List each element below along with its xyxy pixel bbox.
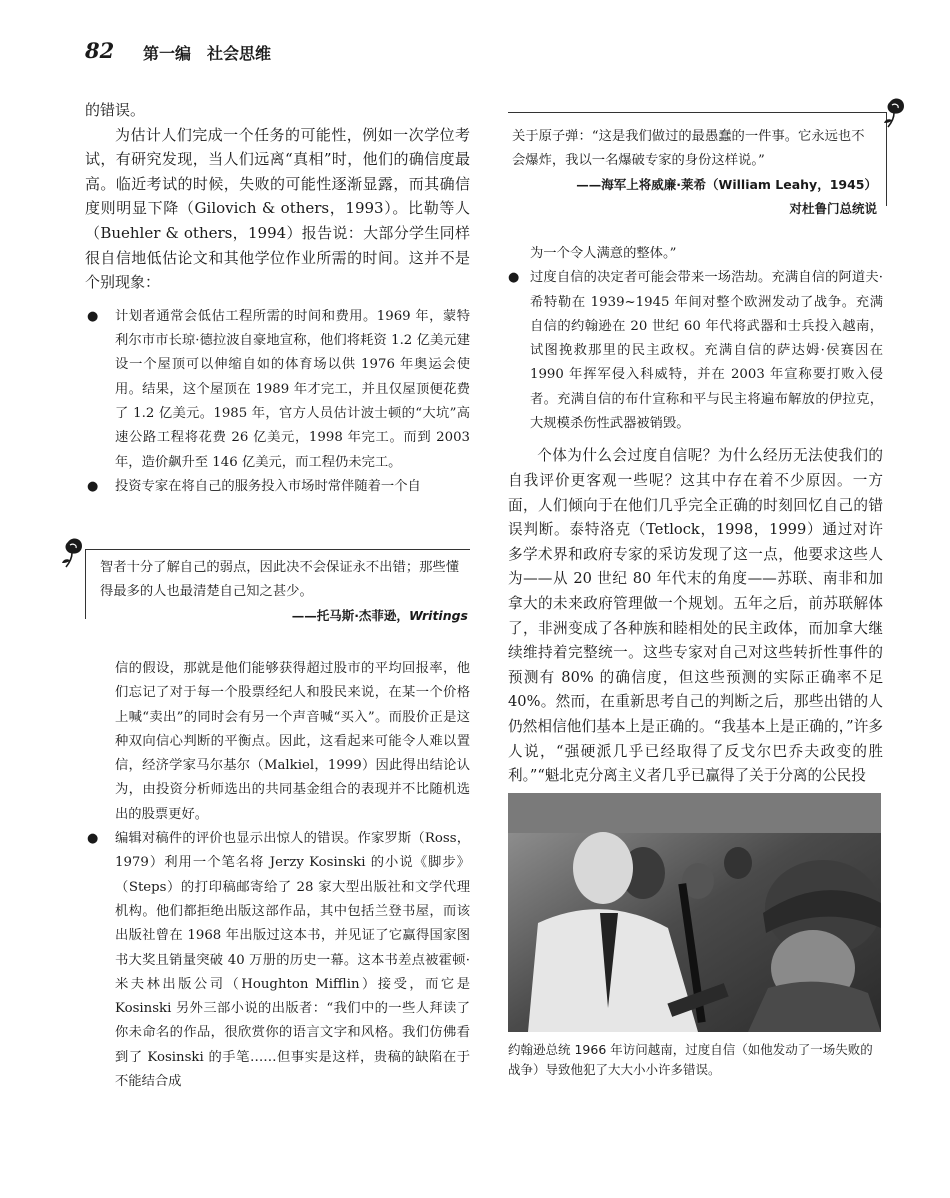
quote-attribution-work: Writings xyxy=(408,608,468,623)
list-item xyxy=(85,475,470,499)
photo-johnson-vietnam xyxy=(508,793,881,1032)
bullet-icon: ● xyxy=(87,831,99,847)
quote-rule-left xyxy=(85,549,470,550)
margin-quote-right xyxy=(512,125,877,221)
quote-rule-right xyxy=(508,112,886,113)
bullet-text-investors-cont: 信的假设，那就是他们能够获得超过股市的平均回报率，他们忘记了对于每一个股票经纪人和股民来说，在某一个价格上喊“卖出”的同时会有另一个声音喊“买入”。而股价正是这种双向信心判断的平衡点。因此，这看起来可能令人难以置信，经济学家马尔基尔（Malkiel，1999）因此得出结论认为，由投资分析师选出的共同基金组合的表现并不比随机选出的股票更好。 xyxy=(115,661,470,822)
rose-icon xyxy=(58,536,92,570)
right-continuation: 为一个令人满意的整体。” xyxy=(530,246,677,261)
quote-attribution: ——海军上将威廉·莱希（William Leahy，1945） xyxy=(576,177,877,192)
section-title: 第一编 社会思维 xyxy=(143,44,272,63)
right-column xyxy=(508,242,883,789)
page-number: 82 xyxy=(85,38,115,63)
bullet-icon: ● xyxy=(87,478,99,494)
bullet-text-investors-start: 投资专家在将自己的服务投入市场时常伴随着一个自 xyxy=(115,478,421,494)
list-item xyxy=(85,827,470,1094)
margin-quote-left xyxy=(100,556,468,628)
quote-text: 关于原子弹：“这是我们做过的最愚蠢的一件事。它永远也不会爆炸，我以一名爆破专家的身份这样说。” xyxy=(512,129,865,168)
quote-attribution-context: 对杜鲁门总统说 xyxy=(789,201,877,216)
left-continuation: 的错误。 xyxy=(85,101,146,119)
right-paragraph-2: 个体为什么会过度自信呢？为什么经历无法使我们的自我评价更客观一些呢？这其中存在着不少原因。一方面，人们倾向于在他们几乎完全正确的时刻回忆自己的错误判断。泰特洛克（Tetlock，1998，1999）通过对许多学术界和政府专家的采访发现了这一点，他要求这些人为——从 20 世纪 80 年代末的角度——苏联、南非和加拿大的未来政府管理做一个规划。五年之后，前苏联解体了，非洲变成了各种族和睦相处的民主政体，而加拿大继续维持着完整统一。这些专家对自己对这些转折性事件的预测有 80% 的确信度，但这些预测的实际正确率不足 40%。然而，在重新思考自己的判断之后，那些出错的人仍然相信他们基本上是正确的。“我基本上是正确的，”许多人说，“强硬派几乎已经取得了反戈尔巴乔夫政变的胜利。”“魁北克分离主义者几乎已赢得了关于分离的公民投 xyxy=(508,447,883,785)
bullet-icon: ● xyxy=(508,270,520,286)
list-item xyxy=(508,266,883,436)
bullet-icon: ● xyxy=(87,308,99,324)
rose-icon xyxy=(880,96,914,130)
quote-attribution xyxy=(100,604,468,628)
list-item xyxy=(85,305,470,475)
quote-attribution-author: ——托马斯·杰菲逊， xyxy=(291,608,409,623)
bullet-text-overconfident-leaders: 过度自信的决定者可能会带来一场浩劫。充满自信的阿道夫·希特勒在 1939~1945 年间对整个欧洲发动了战争。充满自信的约翰逊在 20 世纪 60 年代将武器和士兵投入越南，试图挽救那里的民主政权。充满自信的萨达姆·侯赛因在 1990 年挥军侵入科威特，并在 2003 年宣称要打败入侵者。充满自信的布什宣称和平与民主将遍布解放的伊拉克，大规模杀伤性武器被销毁。 xyxy=(530,270,883,432)
bullet-text-editors: 编辑对稿件的评价也显示出惊人的错误。作家罗斯（Ross，1979）利用一个笔名将 Jerzy Kosinski 的小说《脚步》（Steps）的打印稿邮寄给了 28 家大型出版社和文学代理机构。他们都拒绝出版这部作品，其中包括兰登书屋，而该出版社曾在 1968 年出版过这本书，并见证了它赢得国家图书大奖且销量突破 40 万册的历史一幕。这本书差点被霍顿·米夫林出版公司（Houghton Mifflin）接受，而它是 Kosinski 另外三部小说的出版者：“我们中的一些人拜读了你未命名的作品，很欣赏你的语言文字和风格。我们仿佛看到了 Kosinski 的手笔……但事实是这样，贵稿的缺陷在于不能结合成 xyxy=(115,831,470,1090)
photo-image xyxy=(508,793,881,1032)
bullet-text-planners: 计划者通常会低估工程所需的时间和费用。1969 年，蒙特利尔市市长琼·德拉波自豪地宣称，他们将耗资 1.2 亿美元建设一个屋顶可以伸缩自如的体育场以供 1976 年奥运会使用。结果，这个屋顶在 1989 年才完工，并且仅屋顶便花费了 1.2 亿美元。1985 年，官方人员估计波士顿的“大坑”高速公路工程将花费 26 亿美元，1998 年完工。而到 2003 年，造价飙升至 146 亿美元，而工程仍未完工。 xyxy=(115,308,470,470)
left-column-lower xyxy=(85,657,470,1094)
quote-text: 智者十分了解自己的弱点，因此决不会保证永不出错；那些懂得最多的人也最清楚自己知之甚少。 xyxy=(100,560,460,599)
photo-caption: 约翰逊总统 1966 年访问越南，过度自信（如他发动了一场失败的战争）导致他犯了大大小小许多错误。 xyxy=(508,1042,873,1077)
left-column-upper xyxy=(85,98,470,499)
left-paragraph-1: 为估计人们完成一个任务的可能性，例如一次学位考试，有研究发现，当人们远离“真相”时，他们的确信度最高。临近考试的时候，失败的可能性逐渐显露，而其确信度则明显下降（Gilovich & others，1993）。比勒等人（Buehler & others，1994）报告说：大部分学生同样很自信地低估论文和其他学位作业所需的时间。这并不是个别现象： xyxy=(85,125,470,292)
